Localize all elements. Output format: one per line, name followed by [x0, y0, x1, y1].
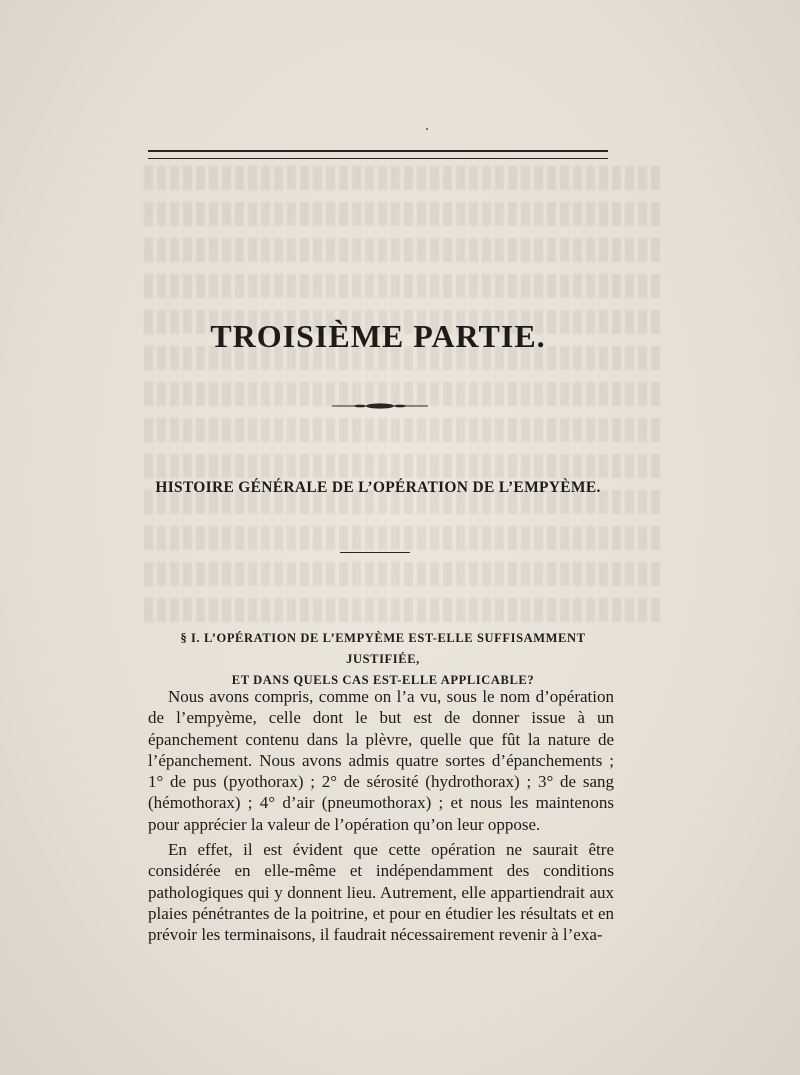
- body-text: [148, 686, 614, 946]
- paragraph-2: En effet, il est évident que cette opération ne saurait être considérée en elle-même et indépendamment des conditions pathologiques qui y donnent lieu. Autrement, elle appartiendrait aux plaies pénétrantes de la poitrine, et pour en étudier les résultats et en prévoir les terminaisons, il faudrait nécessairement revenir à l’exa-: [148, 840, 614, 945]
- section-heading-line-2: ET DANS QUELS CAS EST-ELLE APPLICABLE?: [231, 673, 535, 687]
- section-heading-line-1: § I. L’OPÉRATION DE L’EMPYÈME EST-ELLE SUFFISAMMENT JUSTIFIÉE,: [180, 631, 586, 666]
- header-double-rule: [148, 150, 608, 159]
- part-title: TROISIÈME PARTIE.: [210, 318, 546, 354]
- chapter-title: HISTOIRE GÉNÉRALE DE L’OPÉRATION DE L’EMPYÈME.: [155, 479, 601, 496]
- ornament-divider: [330, 402, 430, 410]
- short-divider: [340, 552, 410, 553]
- show-through-text: [140, 160, 660, 630]
- paragraph-1: Nous avons compris, comme on l’a vu, sous le nom d’opération de l’empyème, celle dont le but est de donner issue à un épanchement contenu dans la plèvre, quelle que fût la nature de l’épanchement. Nous avons admis quatre sortes d’épanchements ; 1° de pus (pyothorax) ; 2° de sérosité (hydrothorax) ; 3° de sang (hémothorax) ; 4° d’air (pneumothorax) ; et nous les maintenons pour apprécier la valeur de l’opération qu’on leur oppose.: [148, 687, 614, 834]
- ink-speck: [426, 128, 428, 130]
- section-heading: [148, 628, 618, 691]
